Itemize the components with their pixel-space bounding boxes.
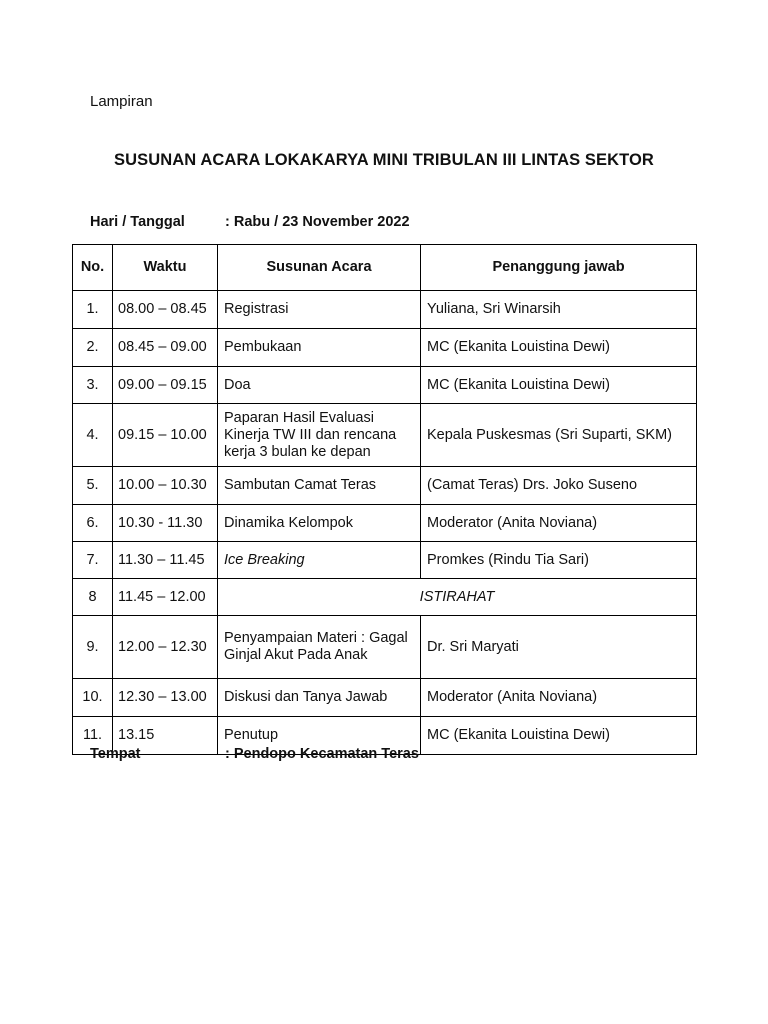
table-row (73, 404, 697, 467)
document-title: SUSUNAN ACARA LOKAKARYA MINI TRIBULAN III LINTAS SEKTOR (114, 151, 654, 169)
row-person-in-charge: Kepala Puskesmas (Sri Suparti, SKM) (421, 404, 697, 467)
date-label: Hari / Tanggal (90, 214, 185, 230)
table-row (73, 291, 697, 329)
row-activity: Diskusi dan Tanya Jawab (218, 679, 421, 717)
table-row (73, 329, 697, 367)
row-no: 8 (73, 579, 113, 616)
row-no: 5. (73, 467, 113, 505)
row-no: 1. (73, 291, 113, 329)
agenda-table (72, 244, 697, 755)
place-line (90, 746, 490, 766)
row-time: 08.00 – 08.45 (113, 291, 218, 329)
row-activity: Doa (218, 367, 421, 404)
row-time: 09.15 – 10.00 (113, 404, 218, 467)
row-person-in-charge: Promkes (Rindu Tia Sari) (421, 542, 697, 579)
row-person-in-charge: Moderator (Anita Noviana) (421, 679, 697, 717)
header-no: No. (73, 245, 113, 291)
row-person-in-charge: Dr. Sri Maryati (421, 616, 697, 679)
table-row (73, 679, 697, 717)
header-waktu: Waktu (113, 245, 218, 291)
row-time: 08.45 – 09.00 (113, 329, 218, 367)
table-row (73, 467, 697, 505)
date-line (90, 214, 490, 234)
row-time: 11.45 – 12.00 (113, 579, 218, 616)
row-person-in-charge: MC (Ekanita Louistina Dewi) (421, 367, 697, 404)
row-time: 09.00 – 09.15 (113, 367, 218, 404)
row-activity: Ice Breaking (218, 542, 421, 579)
place-value: : Pendopo Kecamatan Teras (225, 746, 419, 762)
row-person-in-charge: (Camat Teras) Drs. Joko Suseno (421, 467, 697, 505)
table-row (73, 367, 697, 404)
table-row (73, 542, 697, 579)
date-value: : Rabu / 23 November 2022 (225, 214, 410, 230)
row-no: 9. (73, 616, 113, 679)
row-no: 7. (73, 542, 113, 579)
row-person-in-charge: MC (Ekanita Louistina Dewi) (421, 717, 697, 755)
header-acara: Susunan Acara (218, 245, 421, 291)
row-person-in-charge: Yuliana, Sri Winarsih (421, 291, 697, 329)
row-no: 4. (73, 404, 113, 467)
place-label: Tempat (90, 746, 141, 762)
row-activity: Paparan Hasil Evaluasi Kinerja TW III dan rencana kerja 3 bulan ke depan (218, 404, 421, 467)
row-activity: Pembukaan (218, 329, 421, 367)
row-break: ISTIRAHAT (218, 579, 697, 616)
row-time: 10.00 – 10.30 (113, 467, 218, 505)
row-activity: Penutup (218, 717, 421, 755)
row-activity: Dinamika Kelompok (218, 505, 421, 542)
row-no: 6. (73, 505, 113, 542)
row-time: 12.00 – 12.30 (113, 616, 218, 679)
row-no: 10. (73, 679, 113, 717)
row-time: 10.30 - 11.30 (113, 505, 218, 542)
row-activity: Registrasi (218, 291, 421, 329)
row-person-in-charge: MC (Ekanita Louistina Dewi) (421, 329, 697, 367)
table-row (73, 505, 697, 542)
table-row (73, 579, 697, 616)
table-row (73, 616, 697, 679)
table-header-row (73, 245, 697, 291)
row-activity: Penyampaian Materi : Gagal Ginjal Akut Pada Anak (218, 616, 421, 679)
row-time: 13.15 (113, 717, 218, 755)
header-penanggung-jawab: Penanggung jawab (421, 245, 697, 291)
row-activity: Sambutan Camat Teras (218, 467, 421, 505)
row-no: 11. (73, 717, 113, 755)
row-time: 12.30 – 13.00 (113, 679, 218, 717)
row-time: 11.30 – 11.45 (113, 542, 218, 579)
row-no: 2. (73, 329, 113, 367)
row-person-in-charge: Moderator (Anita Noviana) (421, 505, 697, 542)
row-no: 3. (73, 367, 113, 404)
attachment-label: Lampiran (90, 93, 153, 110)
